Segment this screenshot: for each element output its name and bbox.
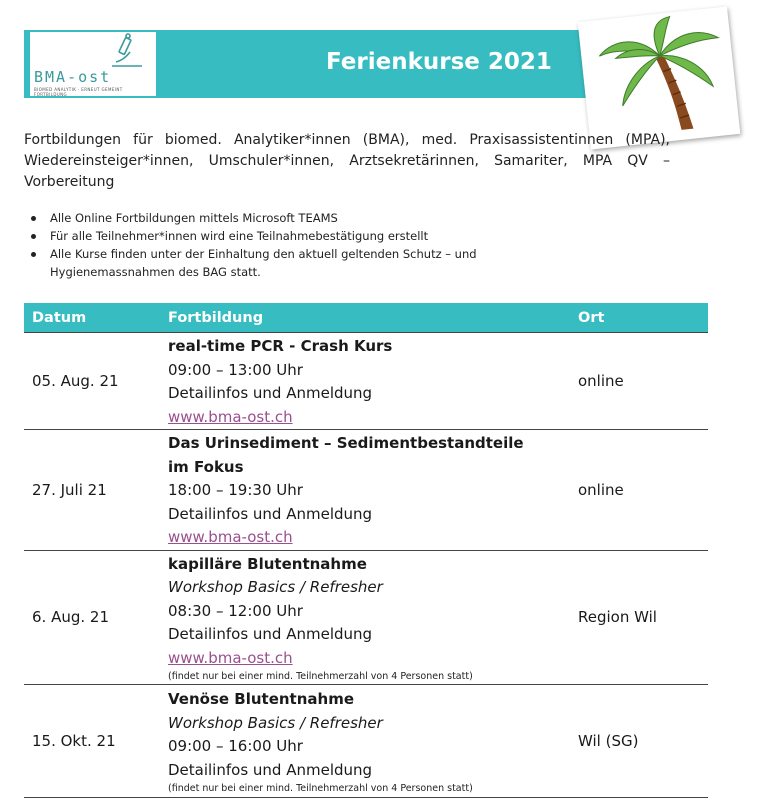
- course-place: online: [578, 333, 708, 430]
- course-title: Das Urinsediment – Sedimentbestandteile im Fokus: [168, 434, 524, 476]
- course-note: (findet nur bei einer mind. Teilnehmerzahl von 4 Personen statt): [168, 671, 473, 683]
- table-header-row: [24, 303, 708, 333]
- course-info: [168, 333, 578, 430]
- bullet-dot-icon: [31, 234, 36, 239]
- table-row: [24, 550, 708, 684]
- course-place: Region Wil: [578, 550, 708, 684]
- logo-tagline: BIOMED ANALYTIK · ERNEUT GEMEINT FORTBILDUNG: [34, 87, 123, 97]
- course-date: 15. Okt. 21: [24, 684, 168, 797]
- course-place: Wil (SG): [578, 684, 708, 797]
- course-date: 05. Aug. 21: [24, 333, 168, 430]
- course-details: Detailinfos und Anmeldung: [168, 504, 373, 523]
- intro-text: Fortbildungen für biomed. Analytiker*innen (BMA), med. Praxisassistentinnen (MPA), Wiedereinsteiger*innen, Umschuler*innen, Arztsekretärinnen, Samariter, MPA QV – Vorbereitung: [24, 132, 670, 190]
- bullet-text: Für alle Teilnehmer*innen wird eine Teilnahmebestätigung erstellt: [50, 229, 429, 243]
- bullet-text: Alle Kurse finden unter der Einhaltung den aktuell geltenden Schutz – und Hygienemassnahmen des BAG statt.: [50, 247, 477, 279]
- bullet-item: [24, 209, 604, 227]
- logo: [30, 32, 156, 96]
- course-details: Detailinfos und Anmeldung: [168, 760, 373, 779]
- table-row: [24, 684, 708, 797]
- course-subtitle: Workshop Basics / Refresher: [168, 713, 383, 732]
- course-title: kapilläre Blutentnahme: [168, 554, 367, 573]
- course-link[interactable]: www.bma-ost.ch: [168, 528, 293, 546]
- course-time: 09:00 – 16:00 Uhr: [168, 737, 303, 755]
- logo-text: BMA-ost: [34, 68, 112, 86]
- bullet-item: [24, 245, 604, 281]
- course-title: real-time PCR - Crash Kurs: [168, 337, 393, 355]
- course-info: [168, 684, 578, 797]
- course-time: 09:00 – 13:00 Uhr: [168, 360, 303, 379]
- bullet-item: [24, 227, 604, 245]
- info-bullets: [24, 209, 604, 281]
- palm-tree-icon: [578, 7, 741, 150]
- course-title: Venöse Blutentnahme: [168, 690, 354, 708]
- page-title: Ferienkurse 2021: [326, 49, 552, 75]
- course-info: [168, 430, 578, 551]
- course-info: [168, 550, 578, 684]
- microscope-icon: [30, 32, 156, 72]
- course-date: 6. Aug. 21: [24, 550, 168, 684]
- course-date: 27. Juli 21: [24, 430, 168, 551]
- table-row: [24, 333, 708, 430]
- course-table: [24, 303, 708, 798]
- course-place: online: [578, 430, 708, 551]
- bullet-dot-icon: [31, 252, 36, 257]
- column-header-place: Ort: [578, 303, 708, 333]
- bullet-dot-icon: [31, 216, 36, 221]
- course-subtitle: Workshop Basics / Refresher: [168, 578, 383, 597]
- course-details: Detailinfos und Anmeldung: [168, 625, 373, 644]
- course-time: 18:00 – 19:30 Uhr: [168, 481, 303, 499]
- bullet-text: Alle Online Fortbildungen mittels Microsoft TEAMS: [50, 211, 338, 225]
- course-time: 08:30 – 12:00 Uhr: [168, 601, 303, 620]
- column-header-course: Fortbildung: [168, 303, 578, 333]
- table-row: [24, 430, 708, 551]
- course-details: Detailinfos und Anmeldung: [168, 384, 373, 402]
- course-link[interactable]: www.bma-ost.ch: [168, 407, 293, 426]
- column-header-date: Datum: [24, 303, 168, 333]
- course-link[interactable]: www.bma-ost.ch: [168, 648, 293, 667]
- palm-tree-card: [578, 7, 741, 150]
- course-note: (findet nur bei einer mind. Teilnehmerzahl von 4 Personen statt): [168, 783, 473, 794]
